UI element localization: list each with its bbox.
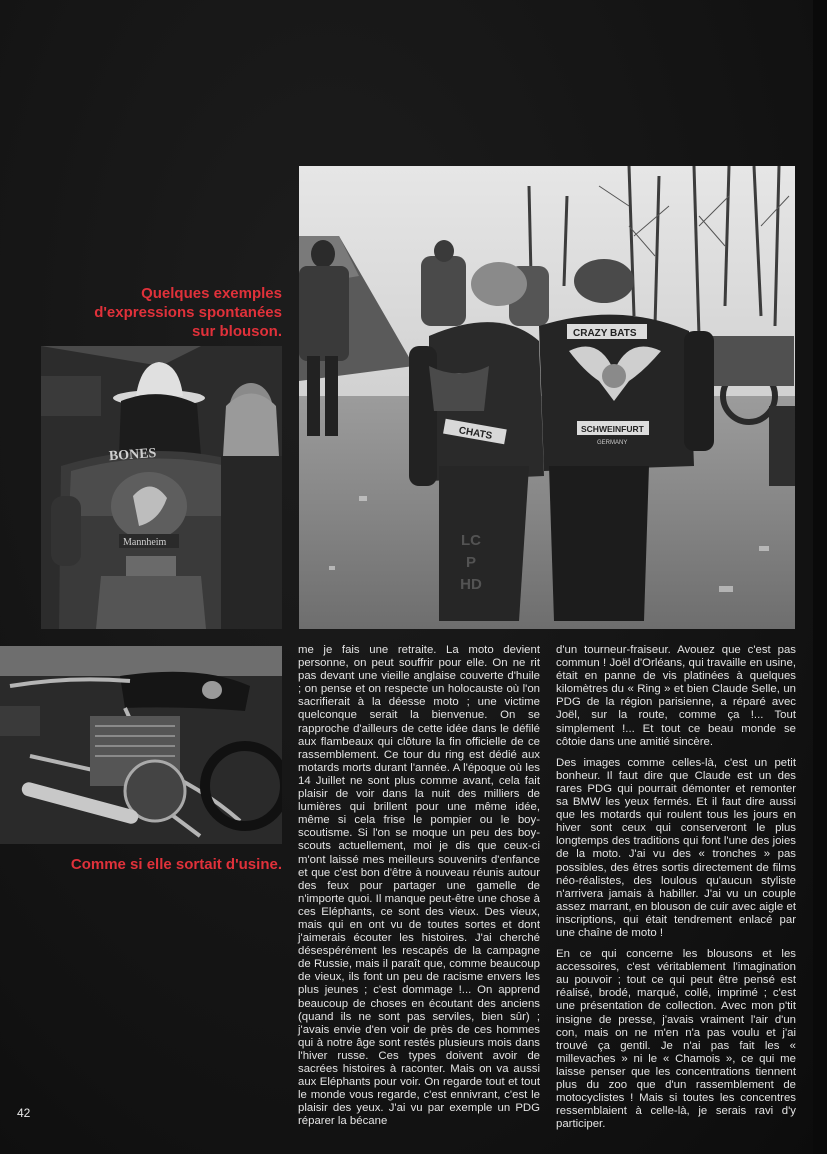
photo-motorcycle-engine <box>0 646 282 844</box>
caption-usine-text: Comme si elle sortait d'usine. <box>70 856 282 873</box>
bones-patch-text: BONES <box>108 445 157 465</box>
germany-patch-text: GERMANY <box>597 440 628 446</box>
column-2-paragraph-3: En ce qui concerne les blousons et les accessoires, c'est véritablement l'imagination au pouvoir ; tout ce qui peut être pensé est réalisé, brodé, marqué, collé, imprimé ; c'est une présentation de collection. Avec mon p'tit insigne de presse, j'avais vraiment l'air d'un con, mais on ne m'en n'a pas voulu et j'ai trouvé ça gentil. Je n'ai pas fait les « millevaches » ni le « Chamois », ce qui me laisse penser que les concentrations tiennent plus du zoo que d'un rassemblement de motocyclistes ! Mais si toutes les concentres ressemblaient à celle-là, je serais ravi d'y participer. <box>556 948 796 1131</box>
caption-line-2: d'expressions spontanées <box>94 304 282 321</box>
left-patch-text: CHATS <box>457 425 493 442</box>
watermark <box>455 530 487 596</box>
caption-expressions <box>60 284 282 341</box>
watermark-line-1: LC <box>461 532 481 549</box>
caption-usine <box>20 855 282 874</box>
page-number: 42 <box>17 1106 31 1120</box>
schweinfurt-patch-text: SCHWEINFURT <box>581 424 644 434</box>
caption-line-1: Quelques exemples <box>141 285 282 302</box>
article-column-1 <box>298 644 540 1136</box>
photo-bones-jacket <box>41 346 282 629</box>
mannheim-patch-text: Mannheim <box>123 537 167 548</box>
column-2-paragraph-1: d'un tourneur-fraiseur. Avouez que c'est pas commun ! Joël d'Orléans, qui travaille en usine, était en panne de vis platinées à quelques kilomètres du « Ring » et bien Claude Selle, un PDG de la région parisienne, a réparé avec Joël, sur la route, comme ça !... Tout simplement !... Et tout ce beau monde se côtoie dans une amitié sincère. <box>556 644 796 748</box>
photo-bikers-crazy-bats <box>299 166 795 629</box>
column-1-paragraph-1: me je fais une retraite. La moto devient personne, on peut souffrir pour elle. On ne rit pas devant une vieille anglaise couverte d'huile ; on pense et on respecte un holocauste où l'on sacrifierait à la déesse moto ; une victime quelconque serait la bienvenue. On se rapproche d'ailleurs de cette idée dans le défilé aux flambeaux qui clôture la fin officielle de ce rassemblement. Ce tour du ring est dédié aux motards morts durant l'année. A l'époque où les 14 Juillet ne sont plus comme avant, cela fait plaisir de voir dans la nuit des milliers de lumières qui brillent pour une même idée, même si cela frise le pompier ou le boy-scoutisme. Si l'on se moque un peu des boy-scouts actuellement, moi je dis que ceux-ci m'ont laissé mes meilleurs souvenirs d'enfance et que c'est bon d'être à nouveau réunis autour des feux pour partager une gamelle de n'importe quoi. Il manque peut-être une chose à ces Eléphants, ce sont des vieux. Des vieux, mais qui en ont vu de toutes sortes et dont j'aimerais écouter les histoires. J'ai cherché désespérément les rescapés de la campagne de Russie, mais il paraît que, comme beaucoup de vieux, ils font un peu de racisme envers les plus jeunes ; c'est dommage !... On apprend beaucoup de choses en écoutant des anciens (quand ils ne sont pas serviles, bien sûr) ; j'avais envie d'en voir de près de ces hommes qui à notre âge sont restés plusieurs mois dans l'hiver russe. Ces types doivent avoir de sacrées histoires à raconter. Mais on va aussi aux Eléphants pour voir. On regarde tout et tout le monde vous regarde, c'est ennivrant, c'est le plaisir des yeux. J'ai vu par exemple un PDG réparer la bécane <box>298 644 540 1128</box>
article-column-2 <box>556 644 796 1139</box>
watermark-line-2: P <box>465 554 476 571</box>
caption-line-3: sur blouson. <box>192 323 282 340</box>
column-2-paragraph-2: Des images comme celles-là, c'est un petit bonheur. Il faut dire que Claude est un des rares PDG qui pourrait démonter et remonter sa BMW les yeux fermés. Et il faut dire aussi que les motards qui roulent tous les jours en hiver sont ceux qui conserveront le plus longtemps des traditions qui font l'une des joies de la moto. J'ai vu des « tronches » pas possibles, des êtres sortis directement de films néo-réalistes, des loulous qu'aucun styliste n'arrivera jamais à habiller. J'ai vu un couple assez marrant, en blouson de cuir avec aigle et inscriptions, qui était tendrement enlacé par une chaîne de moto ! <box>556 756 796 939</box>
watermark-line-3: HD <box>460 576 482 593</box>
crazy-bats-patch-text: CRAZY BATS <box>573 328 637 339</box>
page-edge <box>813 0 827 1154</box>
